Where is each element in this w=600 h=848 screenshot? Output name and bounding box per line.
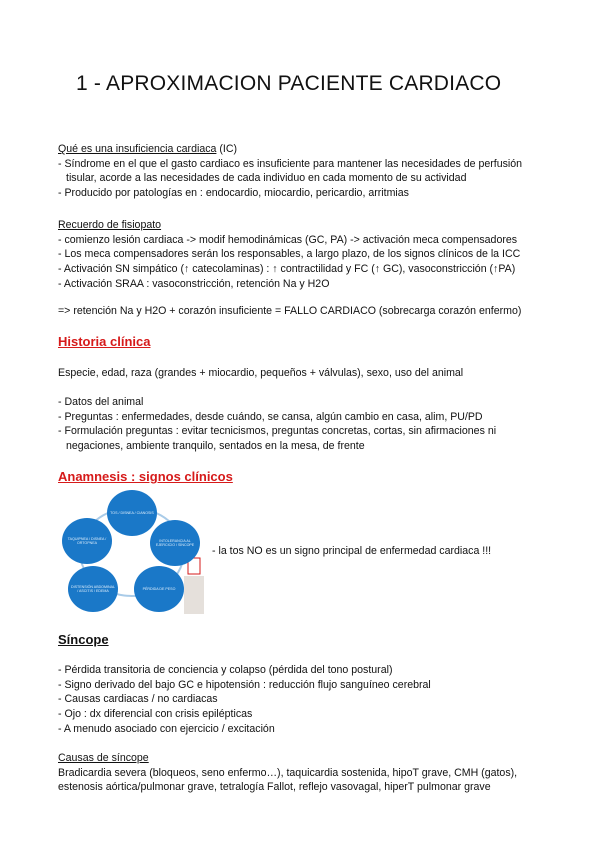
diagram-node: DISTENSIÓN ABDOMINAL / ASCITIS / EDEMA xyxy=(68,566,118,612)
sincope-heading: Síncope xyxy=(58,632,109,647)
page-title: 1 - APROXIMACION PACIENTE CARDIACO xyxy=(76,72,502,95)
fisio-line: - Activación SN simpático (↑ catecolaminas) : ↑ contractilidad y FC (↑ GC), vasoconstricción (↑PA) xyxy=(58,263,516,276)
ic-heading xyxy=(58,142,522,157)
fisio-line: - Activación SRAA : vasoconstricción, retención Na y H2O xyxy=(58,277,330,290)
fisio-section xyxy=(58,218,520,292)
fisio-line: - comienzo lesión cardiaca -> modif hemodinámicas (GC, PA) -> activación meca compensadores xyxy=(58,233,518,246)
historia-heading: Historia clínica xyxy=(58,334,151,349)
sincope-line: - A menudo asociado con ejercicio / excitación xyxy=(58,722,275,735)
anamnesis-heading: Anamnesis : signos clínicos xyxy=(58,469,233,484)
historia-line: negaciones, ambiente tranquilo, sentados en la mesa, de frente xyxy=(66,440,365,453)
historia-list xyxy=(58,395,496,454)
diagram-node: TOS / DISNEA / CIANOSIS xyxy=(107,490,157,536)
fisio-heading: Recuerdo de fisiopato xyxy=(58,219,162,231)
ic-section xyxy=(58,142,522,201)
causas-line: estenosis aórtica/pulmonar grave, tetralogía Fallot, reflejo vasovagal, hiperT pulmonar grave xyxy=(58,781,491,794)
historia-line: - Preguntas : enfermedades, desde cuándo, se cansa, algún cambio en casa, alim, PU/PD xyxy=(58,410,483,423)
diagram-node: PÉRDIDA DE PESO xyxy=(134,566,184,612)
ic-heading-text: Qué es una insuficiencia cardiaca xyxy=(58,143,217,155)
ic-line: - Producido por patologías en : endocardio, miocardio, pericardio, arritmias xyxy=(58,187,409,200)
sincope-line: - Pérdida transitoria de conciencia y colapso (pérdida del tono postural) xyxy=(58,664,393,676)
fisio-line: - Los meca compensadores serán los responsables, a largo plazo, de los signos clínicos de la ICC xyxy=(58,248,521,261)
causas-heading: Causas de síncope xyxy=(58,752,149,764)
causas-section xyxy=(58,751,517,795)
causas-line: Bradicardia severa (bloqueos, seno enfermo…), taquicardia sostenida, hipoT grave, CMH (gatos), xyxy=(58,766,518,779)
anamnesis-note: - la tos NO es un signo principal de enfermedad cardiaca !!! xyxy=(212,545,492,557)
historia-intro: Especie, edad, raza (grandes + miocardio, pequeños + válvulas), sexo, uso del animal xyxy=(58,367,464,379)
clinical-signs-diagram xyxy=(58,490,206,616)
fisio-conclusion: => retención Na y H2O + corazón insuficiente = FALLO CARDIACO (sobrecarga corazón enfermo) xyxy=(58,305,522,317)
sincope-line: - Causas cardiacas / no cardiacas xyxy=(58,693,218,706)
ic-line: - Síndrome en el que el gasto cardiaco es insuficiente para mantener las necesidades de perfusión xyxy=(58,157,523,170)
sincope-line: - Ojo : dx diferencial con crisis epilépticas xyxy=(58,708,253,721)
sincope-line: - Signo derivado del bajo GC e hipotensión : reducción flujo sanguíneo cerebral xyxy=(58,678,431,691)
historia-line: - Datos del animal xyxy=(58,396,144,408)
sincope-list xyxy=(58,663,431,737)
diagram-node: TAQUIPNEA / DISNEA / ORTOPNEA xyxy=(62,518,112,564)
diagram-node: INTOLERANCIA AL EJERCICIO / SÍNCOPE xyxy=(150,520,200,566)
ic-line: tisular, acorde a las necesidades de cada individuo en cada momento de su actividad xyxy=(66,172,467,185)
ic-heading-suffix: (IC) xyxy=(216,143,238,155)
historia-line: - Formulación preguntas : evitar tecnicismos, preguntas concretas, cortas, sin afirmaciones ni xyxy=(58,425,497,438)
